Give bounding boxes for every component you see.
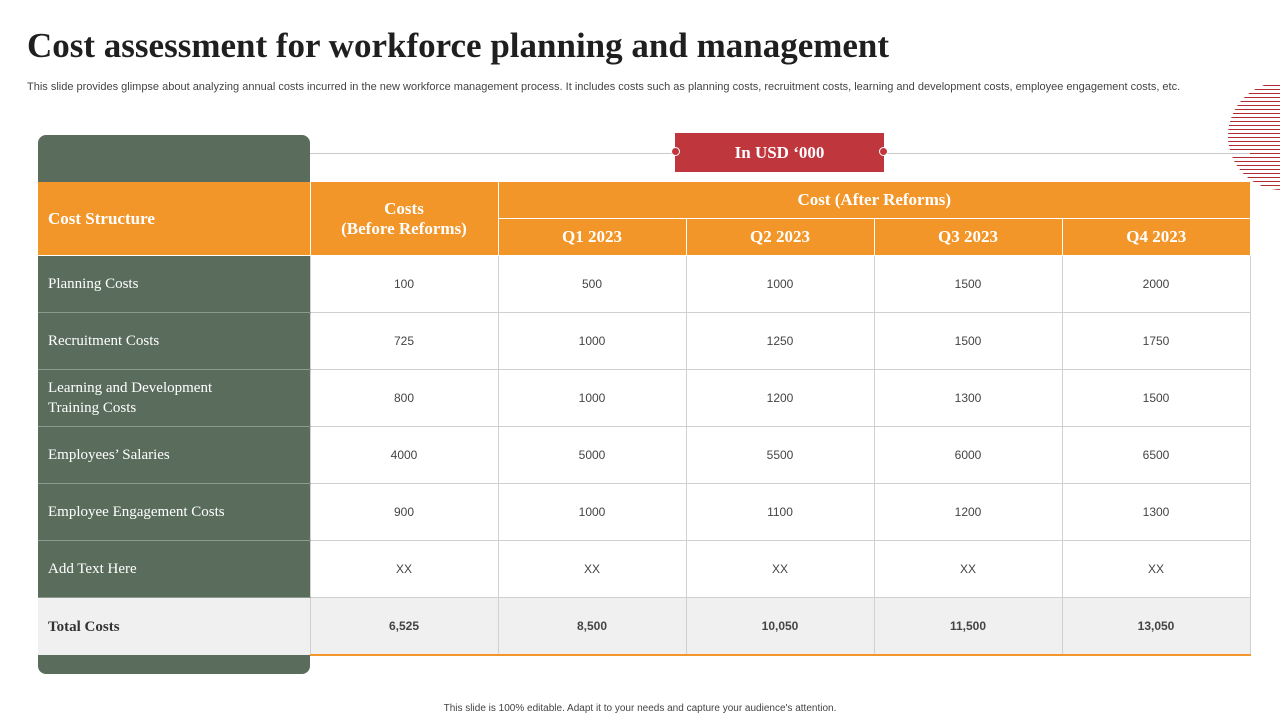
header-costs-before [310, 182, 498, 256]
cell-q3: 1500 [874, 256, 1062, 313]
row-label: Recruitment Costs [38, 313, 310, 370]
cell-q4: 1500 [1062, 370, 1250, 427]
page-title: Cost assessment for workforce planning and management [27, 26, 890, 65]
cell-before: 800 [310, 370, 498, 427]
cell-before: 900 [310, 484, 498, 541]
cell-q4: XX [1062, 541, 1250, 598]
total-before: 6,525 [310, 598, 498, 656]
table-row [38, 370, 1250, 427]
total-label: Total Costs [38, 598, 310, 656]
cell-q2: XX [686, 541, 874, 598]
total-q3: 11,500 [874, 598, 1062, 656]
cell-q2: 1100 [686, 484, 874, 541]
decorative-striped-circle [1228, 82, 1280, 190]
row-label: Learning and Development Training Costs [38, 370, 310, 427]
cell-q1: XX [498, 541, 686, 598]
cell-q2: 1250 [686, 313, 874, 370]
header-cost-structure: Cost Structure [38, 182, 310, 256]
cell-q2: 1000 [686, 256, 874, 313]
badge-dot-left [671, 147, 680, 156]
header-q2: Q2 2023 [686, 219, 874, 256]
row-label: Add Text Here [38, 541, 310, 598]
cell-q4: 1750 [1062, 313, 1250, 370]
cell-q1: 1000 [498, 370, 686, 427]
cell-q1: 1000 [498, 484, 686, 541]
total-row [38, 598, 1250, 656]
table-row [38, 313, 1250, 370]
total-q4: 13,050 [1062, 598, 1250, 656]
cell-before: 4000 [310, 427, 498, 484]
row-label: Employees’ Salaries [38, 427, 310, 484]
cell-q1: 5000 [498, 427, 686, 484]
currency-badge-label: In USD ‘000 [734, 142, 825, 162]
cell-q3: XX [874, 541, 1062, 598]
header-costs-before-line2: (Before Reforms) [341, 218, 467, 238]
cell-q1: 500 [498, 256, 686, 313]
cell-before: XX [310, 541, 498, 598]
cost-table [38, 182, 1251, 656]
currency-badge [675, 133, 884, 172]
cell-before: 725 [310, 313, 498, 370]
cell-q2: 1200 [686, 370, 874, 427]
footer-note: This slide is 100% editable. Adapt it to your needs and capture your audience's attention. [443, 703, 837, 714]
cell-q4: 1300 [1062, 484, 1250, 541]
header-q3: Q3 2023 [874, 219, 1062, 256]
badge-dot-right [879, 147, 888, 156]
page-subtitle: This slide provides glimpse about analyzing annual costs incurred in the new workforce management process. It includes costs such as planning costs, recruitment costs, learning and development costs, employee engagement costs, etc. [27, 81, 1181, 93]
cell-q1: 1000 [498, 313, 686, 370]
cell-before: 100 [310, 256, 498, 313]
header-q4: Q4 2023 [1062, 219, 1250, 256]
row-label: Planning Costs [38, 256, 310, 313]
table-row [38, 427, 1250, 484]
cell-q2: 5500 [686, 427, 874, 484]
header-q1: Q1 2023 [498, 219, 686, 256]
total-q1: 8,500 [498, 598, 686, 656]
header-cost-after: Cost (After Reforms) [498, 182, 1250, 219]
cell-q3: 1300 [874, 370, 1062, 427]
header-costs-before-line1: Costs [384, 198, 424, 218]
table-row [38, 256, 1250, 313]
cell-q4: 6500 [1062, 427, 1250, 484]
total-q2: 10,050 [686, 598, 874, 656]
table-row [38, 541, 1250, 598]
cell-q3: 1200 [874, 484, 1062, 541]
cell-q4: 2000 [1062, 256, 1250, 313]
cell-q3: 6000 [874, 427, 1062, 484]
row-label: Employee Engagement Costs [38, 484, 310, 541]
table-row [38, 484, 1250, 541]
cell-q3: 1500 [874, 313, 1062, 370]
